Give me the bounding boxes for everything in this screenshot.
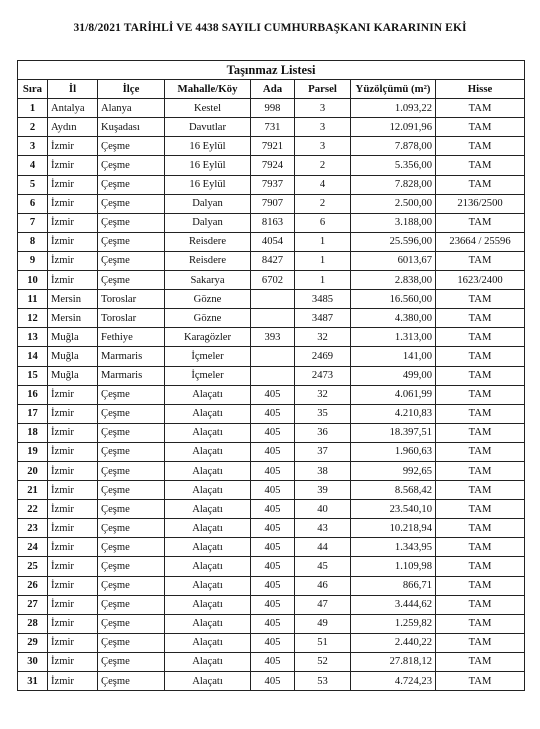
cell-ilce: Çeşme bbox=[98, 519, 165, 538]
table-row bbox=[18, 385, 525, 404]
cell-il: İzmir bbox=[48, 576, 98, 595]
cell-il: İzmir bbox=[48, 538, 98, 557]
cell-ilce: Çeşme bbox=[98, 557, 165, 576]
cell-hisse: TAM bbox=[436, 404, 525, 423]
cell-yuzolcumu: 5.356,00 bbox=[351, 156, 436, 175]
column-header-parsel: Parsel bbox=[295, 80, 351, 99]
cell-parsel: 53 bbox=[295, 672, 351, 691]
cell-il: İzmir bbox=[48, 232, 98, 251]
cell-yuzolcumu: 16.560,00 bbox=[351, 290, 436, 309]
cell-hisse: TAM bbox=[436, 366, 525, 385]
column-header-sira: Sıra bbox=[18, 80, 48, 99]
cell-yuzolcumu: 10.218,94 bbox=[351, 519, 436, 538]
cell-parsel: 37 bbox=[295, 442, 351, 461]
table-row bbox=[18, 99, 525, 118]
cell-parsel: 51 bbox=[295, 633, 351, 652]
cell-parsel: 3 bbox=[295, 137, 351, 156]
cell-mahalle: Alaçatı bbox=[165, 633, 251, 652]
table-row bbox=[18, 213, 525, 232]
cell-mahalle: Alaçatı bbox=[165, 538, 251, 557]
cell-ilce: Çeşme bbox=[98, 404, 165, 423]
cell-il: Muğla bbox=[48, 366, 98, 385]
cell-ada: 998 bbox=[251, 99, 295, 118]
cell-sira: 23 bbox=[18, 519, 48, 538]
cell-hisse: TAM bbox=[436, 175, 525, 194]
cell-parsel: 35 bbox=[295, 404, 351, 423]
cell-parsel: 1 bbox=[295, 251, 351, 270]
cell-yuzolcumu: 1.960,63 bbox=[351, 442, 436, 461]
cell-mahalle: Davutlar bbox=[165, 118, 251, 137]
cell-sira: 24 bbox=[18, 538, 48, 557]
cell-il: Aydın bbox=[48, 118, 98, 137]
table-row bbox=[18, 557, 525, 576]
cell-mahalle: Alaçatı bbox=[165, 614, 251, 633]
cell-yuzolcumu: 2.440,22 bbox=[351, 633, 436, 652]
cell-yuzolcumu: 4.061,99 bbox=[351, 385, 436, 404]
table-row bbox=[18, 156, 525, 175]
cell-il: İzmir bbox=[48, 404, 98, 423]
cell-hisse: TAM bbox=[436, 652, 525, 671]
cell-parsel: 45 bbox=[295, 557, 351, 576]
cell-il: İzmir bbox=[48, 251, 98, 270]
table-row bbox=[18, 576, 525, 595]
cell-hisse: TAM bbox=[436, 99, 525, 118]
table-row bbox=[18, 461, 525, 480]
column-header-ilce: İlçe bbox=[98, 80, 165, 99]
property-list-table bbox=[17, 60, 525, 691]
cell-sira: 2 bbox=[18, 118, 48, 137]
table-row bbox=[18, 500, 525, 519]
cell-sira: 13 bbox=[18, 328, 48, 347]
cell-hisse: TAM bbox=[436, 309, 525, 328]
cell-ilce: Çeşme bbox=[98, 213, 165, 232]
cell-mahalle: Alaçatı bbox=[165, 481, 251, 500]
cell-yuzolcumu: 4.724,23 bbox=[351, 672, 436, 691]
cell-mahalle: Alaçatı bbox=[165, 672, 251, 691]
table-body bbox=[18, 99, 525, 691]
cell-yuzolcumu: 27.818,12 bbox=[351, 652, 436, 671]
cell-hisse: TAM bbox=[436, 118, 525, 137]
table-row bbox=[18, 251, 525, 270]
table-row bbox=[18, 347, 525, 366]
cell-ada bbox=[251, 309, 295, 328]
cell-mahalle: Alaçatı bbox=[165, 423, 251, 442]
cell-parsel: 32 bbox=[295, 328, 351, 347]
cell-ilce: Fethiye bbox=[98, 328, 165, 347]
cell-mahalle: Kestel bbox=[165, 99, 251, 118]
cell-il: İzmir bbox=[48, 519, 98, 538]
cell-mahalle: Alaçatı bbox=[165, 519, 251, 538]
cell-mahalle: Alaçatı bbox=[165, 404, 251, 423]
cell-ilce: Marmaris bbox=[98, 347, 165, 366]
cell-parsel: 43 bbox=[295, 519, 351, 538]
cell-il: Mersin bbox=[48, 290, 98, 309]
cell-hisse: TAM bbox=[436, 442, 525, 461]
cell-il: İzmir bbox=[48, 595, 98, 614]
cell-ada: 405 bbox=[251, 404, 295, 423]
cell-mahalle: 16 Eylül bbox=[165, 137, 251, 156]
table-row bbox=[18, 481, 525, 500]
cell-mahalle: Karagözler bbox=[165, 328, 251, 347]
cell-ada: 405 bbox=[251, 614, 295, 633]
cell-hisse: TAM bbox=[436, 538, 525, 557]
cell-yuzolcumu: 3.444,62 bbox=[351, 595, 436, 614]
cell-parsel: 47 bbox=[295, 595, 351, 614]
cell-ilce: Toroslar bbox=[98, 309, 165, 328]
cell-ada: 8427 bbox=[251, 251, 295, 270]
cell-sira: 12 bbox=[18, 309, 48, 328]
cell-ada: 393 bbox=[251, 328, 295, 347]
cell-yuzolcumu: 499,00 bbox=[351, 366, 436, 385]
cell-mahalle: Alaçatı bbox=[165, 652, 251, 671]
cell-ilce: Çeşme bbox=[98, 614, 165, 633]
table-row bbox=[18, 366, 525, 385]
cell-sira: 25 bbox=[18, 557, 48, 576]
cell-ilce: Çeşme bbox=[98, 652, 165, 671]
cell-sira: 14 bbox=[18, 347, 48, 366]
cell-yuzolcumu: 141,00 bbox=[351, 347, 436, 366]
cell-parsel: 3 bbox=[295, 118, 351, 137]
table-row bbox=[18, 672, 525, 691]
cell-yuzolcumu: 1.259,82 bbox=[351, 614, 436, 633]
cell-il: İzmir bbox=[48, 194, 98, 213]
cell-yuzolcumu: 12.091,96 bbox=[351, 118, 436, 137]
cell-sira: 9 bbox=[18, 251, 48, 270]
cell-hisse: TAM bbox=[436, 423, 525, 442]
cell-ada bbox=[251, 347, 295, 366]
cell-ada: 405 bbox=[251, 461, 295, 480]
cell-hisse: TAM bbox=[436, 633, 525, 652]
cell-ilce: Çeşme bbox=[98, 442, 165, 461]
cell-ilce: Çeşme bbox=[98, 500, 165, 519]
cell-parsel: 2 bbox=[295, 156, 351, 175]
cell-hisse: TAM bbox=[436, 595, 525, 614]
cell-parsel: 39 bbox=[295, 481, 351, 500]
cell-sira: 10 bbox=[18, 271, 48, 290]
cell-ilce: Toroslar bbox=[98, 290, 165, 309]
table-row bbox=[18, 538, 525, 557]
cell-hisse: TAM bbox=[436, 500, 525, 519]
cell-mahalle: Gözne bbox=[165, 309, 251, 328]
cell-il: İzmir bbox=[48, 500, 98, 519]
cell-parsel: 49 bbox=[295, 614, 351, 633]
cell-ada: 731 bbox=[251, 118, 295, 137]
cell-il: İzmir bbox=[48, 271, 98, 290]
cell-hisse: 1623/2400 bbox=[436, 271, 525, 290]
column-header-yuzolcumu: Yüzölçümü (m²) bbox=[351, 80, 436, 99]
cell-yuzolcumu: 25.596,00 bbox=[351, 232, 436, 251]
cell-ilce: Alanya bbox=[98, 99, 165, 118]
table-row bbox=[18, 232, 525, 251]
cell-mahalle: Gözne bbox=[165, 290, 251, 309]
cell-ada bbox=[251, 366, 295, 385]
cell-hisse: TAM bbox=[436, 461, 525, 480]
document-header: 31/8/2021 TARİHLİ VE 4438 SAYILI CUMHURBAŞKANI KARARININ EKİ bbox=[73, 22, 467, 34]
cell-ilce: Çeşme bbox=[98, 251, 165, 270]
cell-ilce: Çeşme bbox=[98, 194, 165, 213]
cell-sira: 5 bbox=[18, 175, 48, 194]
cell-ada: 6702 bbox=[251, 271, 295, 290]
cell-il: İzmir bbox=[48, 423, 98, 442]
table-row bbox=[18, 175, 525, 194]
cell-hisse: TAM bbox=[436, 614, 525, 633]
cell-parsel: 1 bbox=[295, 232, 351, 251]
cell-ilce: Çeşme bbox=[98, 595, 165, 614]
cell-hisse: TAM bbox=[436, 137, 525, 156]
cell-ada: 405 bbox=[251, 633, 295, 652]
cell-yuzolcumu: 1.109,98 bbox=[351, 557, 436, 576]
cell-parsel: 46 bbox=[295, 576, 351, 595]
cell-sira: 22 bbox=[18, 500, 48, 519]
column-header-il: İl bbox=[48, 80, 98, 99]
cell-ada: 405 bbox=[251, 538, 295, 557]
cell-hisse: TAM bbox=[436, 156, 525, 175]
column-header-ada: Ada bbox=[251, 80, 295, 99]
column-header-row bbox=[18, 80, 525, 99]
cell-hisse: TAM bbox=[436, 576, 525, 595]
cell-hisse: 2136/2500 bbox=[436, 194, 525, 213]
cell-ilce: Çeşme bbox=[98, 137, 165, 156]
cell-ada: 405 bbox=[251, 385, 295, 404]
cell-ilce: Çeşme bbox=[98, 385, 165, 404]
cell-hisse: TAM bbox=[436, 557, 525, 576]
cell-sira: 7 bbox=[18, 213, 48, 232]
cell-sira: 27 bbox=[18, 595, 48, 614]
cell-mahalle: Dalyan bbox=[165, 194, 251, 213]
table-row bbox=[18, 519, 525, 538]
cell-il: İzmir bbox=[48, 614, 98, 633]
cell-sira: 16 bbox=[18, 385, 48, 404]
cell-sira: 11 bbox=[18, 290, 48, 309]
cell-ada: 7907 bbox=[251, 194, 295, 213]
table-title-row bbox=[18, 61, 525, 80]
cell-ilce: Marmaris bbox=[98, 366, 165, 385]
cell-sira: 17 bbox=[18, 404, 48, 423]
column-header-hisse: Hisse bbox=[436, 80, 525, 99]
cell-hisse: TAM bbox=[436, 672, 525, 691]
table-row bbox=[18, 652, 525, 671]
cell-mahalle: Alaçatı bbox=[165, 595, 251, 614]
cell-parsel: 3487 bbox=[295, 309, 351, 328]
cell-hisse: TAM bbox=[436, 328, 525, 347]
cell-ada: 8163 bbox=[251, 213, 295, 232]
cell-yuzolcumu: 4.210,83 bbox=[351, 404, 436, 423]
cell-mahalle: Alaçatı bbox=[165, 500, 251, 519]
cell-il: İzmir bbox=[48, 652, 98, 671]
cell-ilce: Çeşme bbox=[98, 232, 165, 251]
cell-sira: 18 bbox=[18, 423, 48, 442]
cell-hisse: TAM bbox=[436, 213, 525, 232]
cell-yuzolcumu: 1.313,00 bbox=[351, 328, 436, 347]
cell-yuzolcumu: 8.568,42 bbox=[351, 481, 436, 500]
cell-il: İzmir bbox=[48, 461, 98, 480]
cell-il: İzmir bbox=[48, 672, 98, 691]
table-row bbox=[18, 404, 525, 423]
cell-il: İzmir bbox=[48, 385, 98, 404]
cell-mahalle: İçmeler bbox=[165, 366, 251, 385]
cell-parsel: 4 bbox=[295, 175, 351, 194]
cell-sira: 26 bbox=[18, 576, 48, 595]
cell-parsel: 3485 bbox=[295, 290, 351, 309]
cell-parsel: 2 bbox=[295, 194, 351, 213]
cell-yuzolcumu: 1.093,22 bbox=[351, 99, 436, 118]
cell-sira: 4 bbox=[18, 156, 48, 175]
cell-mahalle: 16 Eylül bbox=[165, 175, 251, 194]
cell-parsel: 36 bbox=[295, 423, 351, 442]
cell-sira: 19 bbox=[18, 442, 48, 461]
cell-ada: 4054 bbox=[251, 232, 295, 251]
table-row bbox=[18, 614, 525, 633]
cell-ada: 405 bbox=[251, 652, 295, 671]
cell-mahalle: 16 Eylül bbox=[165, 156, 251, 175]
cell-il: Muğla bbox=[48, 347, 98, 366]
cell-ilce: Çeşme bbox=[98, 461, 165, 480]
cell-yuzolcumu: 992,65 bbox=[351, 461, 436, 480]
cell-sira: 15 bbox=[18, 366, 48, 385]
cell-yuzolcumu: 23.540,10 bbox=[351, 500, 436, 519]
cell-parsel: 6 bbox=[295, 213, 351, 232]
cell-mahalle: Alaçatı bbox=[165, 576, 251, 595]
cell-ada: 405 bbox=[251, 557, 295, 576]
cell-sira: 29 bbox=[18, 633, 48, 652]
cell-parsel: 44 bbox=[295, 538, 351, 557]
cell-mahalle: Alaçatı bbox=[165, 557, 251, 576]
table-row bbox=[18, 118, 525, 137]
cell-ilce: Çeşme bbox=[98, 423, 165, 442]
cell-sira: 21 bbox=[18, 481, 48, 500]
cell-parsel: 38 bbox=[295, 461, 351, 480]
cell-parsel: 2469 bbox=[295, 347, 351, 366]
cell-hisse: TAM bbox=[436, 290, 525, 309]
cell-ilce: Çeşme bbox=[98, 633, 165, 652]
cell-ilce: Çeşme bbox=[98, 576, 165, 595]
cell-ada: 7924 bbox=[251, 156, 295, 175]
cell-ilce: Çeşme bbox=[98, 538, 165, 557]
cell-sira: 30 bbox=[18, 652, 48, 671]
cell-sira: 6 bbox=[18, 194, 48, 213]
cell-sira: 8 bbox=[18, 232, 48, 251]
cell-yuzolcumu: 7.828,00 bbox=[351, 175, 436, 194]
cell-il: İzmir bbox=[48, 213, 98, 232]
cell-hisse: TAM bbox=[436, 385, 525, 404]
cell-ada: 405 bbox=[251, 595, 295, 614]
cell-sira: 1 bbox=[18, 99, 48, 118]
table-title: Taşınmaz Listesi bbox=[18, 61, 525, 80]
cell-ada: 405 bbox=[251, 500, 295, 519]
cell-il: Mersin bbox=[48, 309, 98, 328]
cell-il: Antalya bbox=[48, 99, 98, 118]
cell-sira: 28 bbox=[18, 614, 48, 633]
table-row bbox=[18, 442, 525, 461]
cell-il: İzmir bbox=[48, 156, 98, 175]
table-row bbox=[18, 633, 525, 652]
cell-mahalle: Alaçatı bbox=[165, 385, 251, 404]
cell-yuzolcumu: 1.343,95 bbox=[351, 538, 436, 557]
cell-mahalle: Reisdere bbox=[165, 232, 251, 251]
cell-hisse: TAM bbox=[436, 251, 525, 270]
cell-mahalle: Dalyan bbox=[165, 213, 251, 232]
cell-ada: 405 bbox=[251, 519, 295, 538]
cell-parsel: 32 bbox=[295, 385, 351, 404]
table-row bbox=[18, 194, 525, 213]
cell-parsel: 52 bbox=[295, 652, 351, 671]
cell-sira: 20 bbox=[18, 461, 48, 480]
table-row bbox=[18, 309, 525, 328]
cell-ada: 405 bbox=[251, 576, 295, 595]
cell-il: İzmir bbox=[48, 175, 98, 194]
cell-yuzolcumu: 4.380,00 bbox=[351, 309, 436, 328]
cell-sira: 3 bbox=[18, 137, 48, 156]
cell-yuzolcumu: 18.397,51 bbox=[351, 423, 436, 442]
cell-mahalle: Sakarya bbox=[165, 271, 251, 290]
cell-parsel: 40 bbox=[295, 500, 351, 519]
cell-il: İzmir bbox=[48, 442, 98, 461]
cell-ilce: Çeşme bbox=[98, 271, 165, 290]
cell-il: Muğla bbox=[48, 328, 98, 347]
table-row bbox=[18, 290, 525, 309]
cell-ada: 405 bbox=[251, 423, 295, 442]
cell-ada: 7937 bbox=[251, 175, 295, 194]
cell-parsel: 2473 bbox=[295, 366, 351, 385]
cell-yuzolcumu: 3.188,00 bbox=[351, 213, 436, 232]
cell-hisse: TAM bbox=[436, 519, 525, 538]
cell-hisse: 23664 / 25596 bbox=[436, 232, 525, 251]
cell-il: İzmir bbox=[48, 481, 98, 500]
cell-yuzolcumu: 2.838,00 bbox=[351, 271, 436, 290]
table-row bbox=[18, 423, 525, 442]
cell-sira: 31 bbox=[18, 672, 48, 691]
cell-ilce: Çeşme bbox=[98, 481, 165, 500]
cell-il: İzmir bbox=[48, 137, 98, 156]
cell-ilce: Çeşme bbox=[98, 156, 165, 175]
cell-il: İzmir bbox=[48, 633, 98, 652]
cell-parsel: 1 bbox=[295, 271, 351, 290]
cell-yuzolcumu: 6013,67 bbox=[351, 251, 436, 270]
cell-ada: 405 bbox=[251, 672, 295, 691]
table-row bbox=[18, 137, 525, 156]
cell-yuzolcumu: 7.878,00 bbox=[351, 137, 436, 156]
cell-mahalle: Alaçatı bbox=[165, 461, 251, 480]
cell-yuzolcumu: 866,71 bbox=[351, 576, 436, 595]
column-header-mahalle: Mahalle/Köy bbox=[165, 80, 251, 99]
table-row bbox=[18, 328, 525, 347]
table-row bbox=[18, 595, 525, 614]
cell-mahalle: Alaçatı bbox=[165, 442, 251, 461]
cell-ilce: Kuşadası bbox=[98, 118, 165, 137]
cell-yuzolcumu: 2.500,00 bbox=[351, 194, 436, 213]
cell-ilce: Çeşme bbox=[98, 672, 165, 691]
cell-mahalle: Reisdere bbox=[165, 251, 251, 270]
cell-il: İzmir bbox=[48, 557, 98, 576]
cell-mahalle: İçmeler bbox=[165, 347, 251, 366]
cell-parsel: 3 bbox=[295, 99, 351, 118]
table-row bbox=[18, 271, 525, 290]
cell-ada: 405 bbox=[251, 481, 295, 500]
cell-ada: 405 bbox=[251, 442, 295, 461]
cell-hisse: TAM bbox=[436, 347, 525, 366]
cell-ada bbox=[251, 290, 295, 309]
cell-hisse: TAM bbox=[436, 481, 525, 500]
cell-ilce: Çeşme bbox=[98, 175, 165, 194]
cell-ada: 7921 bbox=[251, 137, 295, 156]
